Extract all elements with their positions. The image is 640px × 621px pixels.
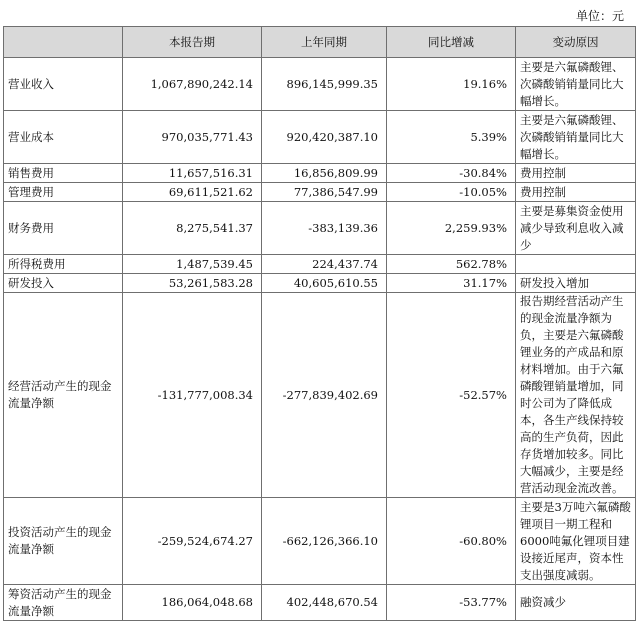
row-item: 筹资活动产生的现金流量净额 bbox=[4, 585, 123, 621]
table-row bbox=[4, 202, 636, 255]
row-change: -10.05% bbox=[387, 183, 516, 202]
row-item: 营业收入 bbox=[4, 58, 123, 111]
table-row bbox=[4, 183, 636, 202]
row-current: 69,611,521.62 bbox=[123, 183, 262, 202]
header-row bbox=[4, 27, 636, 58]
row-reason: 研发投入增加 bbox=[516, 274, 636, 293]
table-row bbox=[4, 164, 636, 183]
row-prior: 896,145,999.35 bbox=[262, 58, 387, 111]
row-prior: -383,139.36 bbox=[262, 202, 387, 255]
row-prior: 16,856,809.99 bbox=[262, 164, 387, 183]
row-item: 研发投入 bbox=[4, 274, 123, 293]
row-prior: -662,126,366.10 bbox=[262, 498, 387, 585]
row-reason bbox=[516, 255, 636, 274]
header-current-period: 本报告期 bbox=[123, 27, 262, 58]
row-reason: 费用控制 bbox=[516, 164, 636, 183]
table-row bbox=[4, 498, 636, 585]
row-reason: 费用控制 bbox=[516, 183, 636, 202]
row-reason: 主要是募集资金使用减少导致利息收入减少 bbox=[516, 202, 636, 255]
header-prior-period: 上年同期 bbox=[262, 27, 387, 58]
row-prior: 920,420,387.10 bbox=[262, 111, 387, 164]
row-item: 销售费用 bbox=[4, 164, 123, 183]
row-current: -259,524,674.27 bbox=[123, 498, 262, 585]
row-change: -53.77% bbox=[387, 585, 516, 621]
row-reason: 主要是3万吨六氟磷酸锂项目一期工程和6000吨氟化锂项目建设接近尾声，资本性支出强度减弱。 bbox=[516, 498, 636, 585]
header-item bbox=[4, 27, 123, 58]
table-row bbox=[4, 58, 636, 111]
table-row bbox=[4, 111, 636, 164]
row-prior: 224,437.74 bbox=[262, 255, 387, 274]
row-current: 11,657,516.31 bbox=[123, 164, 262, 183]
row-item: 投资活动产生的现金流量净额 bbox=[4, 498, 123, 585]
row-item: 营业成本 bbox=[4, 111, 123, 164]
row-prior: 40,605,610.55 bbox=[262, 274, 387, 293]
row-reason: 报告期经营活动产生的现金流量净额为负，主要是六氟磷酸锂业务的产成品和原材料增加。由于六氟磷酸锂销量增加，同时公司为了降低成本，各生产线保持较高的生产负荷，因此存货增加较多。同比大幅减少，主要是经营活动现金流改善。 bbox=[516, 293, 636, 498]
row-current: 186,064,048.68 bbox=[123, 585, 262, 621]
row-reason: 融资减少 bbox=[516, 585, 636, 621]
row-reason: 主要是六氟磷酸锂、次磷酸销销量同比大幅增长。 bbox=[516, 58, 636, 111]
row-change: -60.80% bbox=[387, 498, 516, 585]
row-current: 1,067,890,242.14 bbox=[123, 58, 262, 111]
row-reason: 主要是六氟磷酸锂、次磷酸销销量同比大幅增长。 bbox=[516, 111, 636, 164]
row-change: -52.57% bbox=[387, 293, 516, 498]
row-change: 562.78% bbox=[387, 255, 516, 274]
row-item: 财务费用 bbox=[4, 202, 123, 255]
header-yoy-change: 同比增减 bbox=[387, 27, 516, 58]
row-current: 8,275,541.37 bbox=[123, 202, 262, 255]
table-row bbox=[4, 293, 636, 498]
row-change: 2,259.93% bbox=[387, 202, 516, 255]
row-current: 53,261,583.28 bbox=[123, 274, 262, 293]
row-current: -131,777,008.34 bbox=[123, 293, 262, 498]
row-item: 所得税费用 bbox=[4, 255, 123, 274]
row-current: 1,487,539.45 bbox=[123, 255, 262, 274]
unit-label: 单位：元 bbox=[575, 9, 624, 23]
row-change: 5.39% bbox=[387, 111, 516, 164]
row-current: 970,035,771.43 bbox=[123, 111, 262, 164]
row-change: 31.17% bbox=[387, 274, 516, 293]
row-prior: 402,448,670.54 bbox=[262, 585, 387, 621]
table-row bbox=[4, 274, 636, 293]
table-row bbox=[4, 585, 636, 621]
row-change: -30.84% bbox=[387, 164, 516, 183]
row-prior: 77,386,547.99 bbox=[262, 183, 387, 202]
table-row bbox=[4, 255, 636, 274]
row-change: 19.16% bbox=[387, 58, 516, 111]
row-prior: -277,839,402.69 bbox=[262, 293, 387, 498]
row-item: 管理费用 bbox=[4, 183, 123, 202]
header-change-reason: 变动原因 bbox=[516, 27, 636, 58]
row-item: 经营活动产生的现金流量净额 bbox=[4, 293, 123, 498]
financial-change-table bbox=[3, 26, 636, 621]
